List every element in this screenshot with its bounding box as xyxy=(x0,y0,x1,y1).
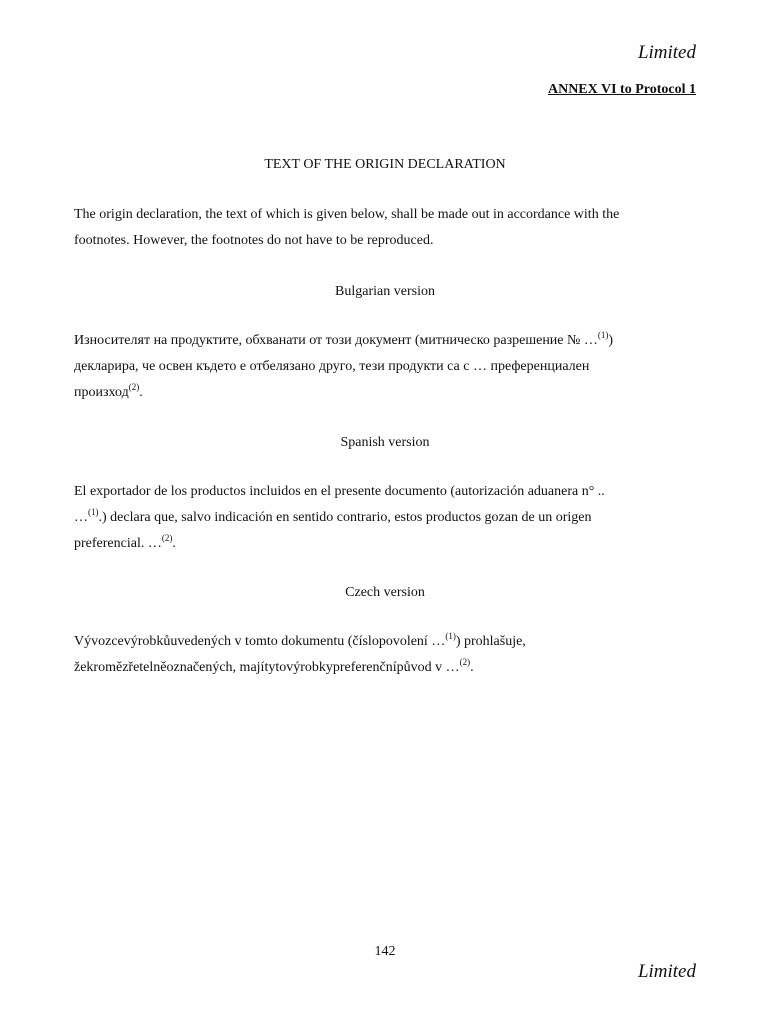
spanish-version-heading: Spanish version xyxy=(340,435,430,450)
declaration-line xyxy=(74,629,699,655)
czech-version-heading: Czech version xyxy=(345,585,425,600)
footnote-marker: (1) xyxy=(445,631,456,641)
declaration-line xyxy=(74,505,699,531)
bulgarian-version-heading: Bulgarian version xyxy=(335,284,435,299)
text-fragment: Износителят на продуктите, обхванати от този документ (митническо разрешение № … xyxy=(74,333,598,348)
intro-paragraph xyxy=(74,202,699,254)
footnote-marker: (1) xyxy=(597,330,609,340)
declaration-line xyxy=(74,328,699,354)
text-fragment: Vývozcevýrobkůuvedených v tomto dokumentu (číslopovolení … xyxy=(74,634,446,649)
text-fragment: . xyxy=(172,536,176,551)
annex-reference: ANNEX VI to Protocol 1 xyxy=(547,82,696,97)
declaration-line xyxy=(74,531,699,557)
text-fragment: произход xyxy=(74,385,129,400)
intro-line: The origin declaration, the text of which is given below, shall be made out in accordance with the xyxy=(74,207,620,222)
footnote-marker: (1) xyxy=(88,507,99,517)
czech-declaration xyxy=(74,629,699,681)
text-fragment: žekromězřetelněoznačených, majítytovýrobkypreferenčnípůvod v … xyxy=(74,660,460,675)
text-fragment: … xyxy=(74,510,88,525)
text-fragment: . xyxy=(139,385,143,400)
intro-line: footnotes. However, the footnotes do not have to be reproduced. xyxy=(74,233,434,248)
classification-footer: Limited xyxy=(637,961,696,982)
classification-header: Limited xyxy=(637,42,696,63)
declaration-line xyxy=(74,655,699,681)
footnote-marker: (2) xyxy=(128,382,140,392)
declaration-line xyxy=(74,380,699,406)
text-fragment: preferencial. … xyxy=(74,536,162,551)
text-fragment: .) declara que, salvo indicación en sentido contrario, estos productos gozan de un origen xyxy=(98,510,592,525)
spanish-declaration xyxy=(74,479,699,557)
text-fragment: ) prohlašuje, xyxy=(455,634,526,649)
bulgarian-declaration xyxy=(74,328,699,406)
declaration-line: El exportador de los productos incluidos en el presente documento (autorización aduanera n° .. xyxy=(74,484,605,499)
declaration-line: декларира, че освен където е отбелязано друго, тези продукти са с … преференциален xyxy=(74,359,590,374)
footnote-marker: (2) xyxy=(459,657,471,667)
text-fragment: ) xyxy=(608,333,614,348)
footnote-marker: (2) xyxy=(161,533,173,543)
text-fragment: . xyxy=(470,660,474,675)
page-number: 142 xyxy=(374,944,396,959)
document-title: TEXT OF THE ORIGIN DECLARATION xyxy=(264,157,506,172)
